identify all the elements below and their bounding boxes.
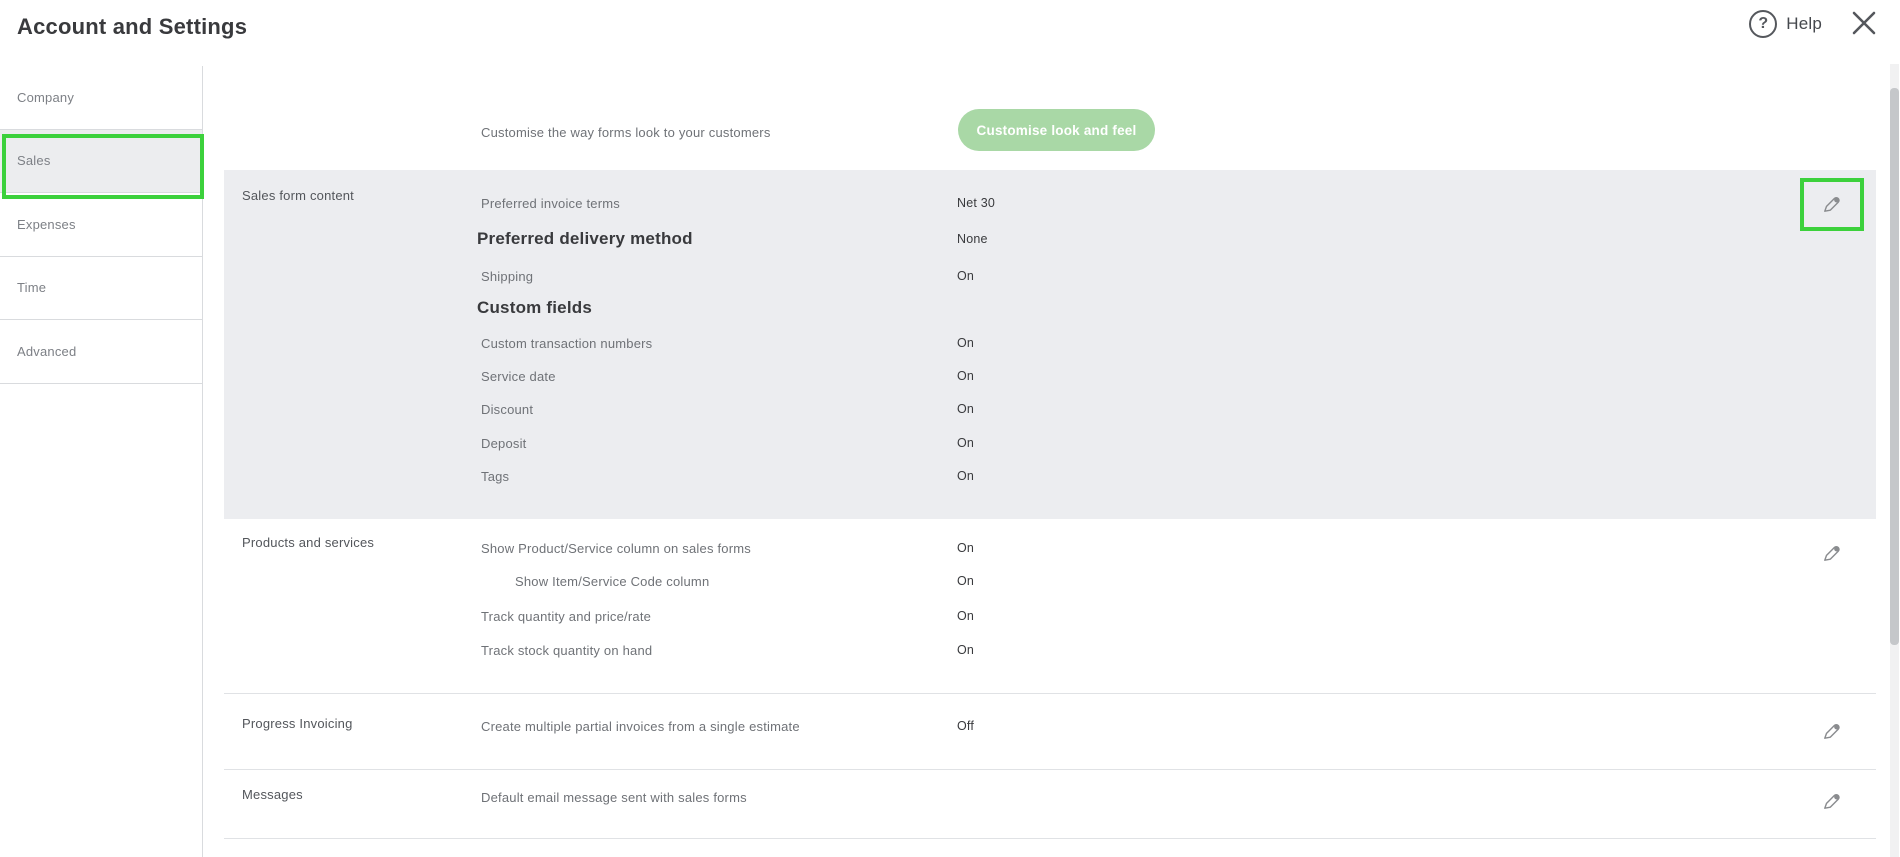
scrollbar-thumb[interactable]	[1890, 88, 1899, 645]
setting-row: Discount On	[481, 401, 975, 417]
setting-row: Tags On	[481, 468, 975, 484]
setting-row: Shipping On	[481, 268, 975, 284]
setting-row: Show Item/Service Code column On	[515, 573, 975, 589]
setting-value: On	[957, 469, 975, 483]
setting-group-header-row: Custom fields	[477, 298, 593, 317]
pencil-icon	[1820, 790, 1843, 816]
sidebar-item-sales[interactable]	[0, 130, 202, 194]
section-sales-form-content	[224, 170, 1876, 519]
page-title: Account and Settings	[17, 14, 248, 39]
section-progress-invoicing	[224, 693, 1876, 769]
setting-value: On	[957, 574, 975, 588]
setting-value: On	[957, 643, 975, 657]
setting-value: None	[957, 232, 988, 246]
sidebar-item-advanced[interactable]	[0, 320, 202, 384]
section-customise	[224, 66, 1876, 170]
setting-row: Preferred invoice terms Net 30	[481, 195, 996, 211]
settings-sidebar	[0, 66, 203, 857]
setting-row: Service date On	[481, 368, 975, 384]
pencil-icon	[1820, 193, 1843, 219]
edit-messages-button[interactable]	[1818, 790, 1844, 816]
setting-value: Net 30	[957, 196, 996, 210]
setting-group-header-row: Preferred delivery method None	[477, 229, 988, 248]
edit-progress-invoicing-button[interactable]	[1818, 720, 1844, 746]
sidebar-item-label: Expenses	[17, 216, 76, 232]
setting-row: Show Product/Service column on sales forms On	[481, 540, 975, 556]
pencil-icon	[1820, 720, 1843, 746]
sidebar-item-label: Company	[17, 90, 75, 106]
section-label: Progress Invoicing	[242, 716, 353, 731]
setting-row: Default email message sent with sales forms	[481, 789, 747, 805]
customise-description: Customise the way forms look to your customers	[481, 124, 771, 140]
setting-row: Custom transaction numbers On	[481, 335, 975, 351]
setting-row: Create multiple partial invoices from a single estimate Off	[481, 718, 975, 734]
setting-row: Deposit On	[481, 435, 975, 451]
setting-value: On	[957, 369, 975, 383]
sidebar-item-time[interactable]	[0, 257, 202, 321]
help-icon: ?	[1749, 10, 1777, 38]
edit-products-and-services-button[interactable]	[1818, 542, 1844, 568]
section-label: Messages	[242, 787, 303, 802]
setting-row: Track quantity and price/rate On	[481, 608, 975, 624]
help-button[interactable]	[1749, 10, 1822, 38]
close-icon	[1851, 10, 1877, 39]
section-products-and-services	[224, 519, 1876, 693]
sidebar-item-label: Advanced	[17, 343, 77, 359]
setting-value: Off	[957, 719, 975, 733]
sidebar-item-label: Sales	[17, 153, 51, 169]
setting-value: On	[957, 436, 975, 450]
pencil-icon	[1820, 542, 1843, 568]
setting-value: On	[957, 402, 975, 416]
sidebar-item-expenses[interactable]	[0, 193, 202, 257]
section-label: Products and services	[242, 535, 375, 550]
customise-look-and-feel-button[interactable]: Customise look and feel	[958, 109, 1155, 151]
close-button[interactable]	[1850, 10, 1878, 38]
section-label: Sales form content	[242, 188, 354, 203]
edit-sales-form-content-button[interactable]	[1818, 193, 1844, 219]
setting-value: On	[957, 541, 975, 555]
sidebar-item-label: Time	[17, 280, 47, 296]
setting-value: On	[957, 269, 975, 283]
setting-value: On	[957, 609, 975, 623]
setting-row: Track stock quantity on hand On	[481, 642, 975, 658]
help-label: Help	[1786, 14, 1822, 33]
section-messages	[224, 769, 1876, 839]
header-actions	[1749, 10, 1878, 38]
sidebar-item-company[interactable]	[0, 66, 202, 130]
setting-value: On	[957, 336, 975, 350]
